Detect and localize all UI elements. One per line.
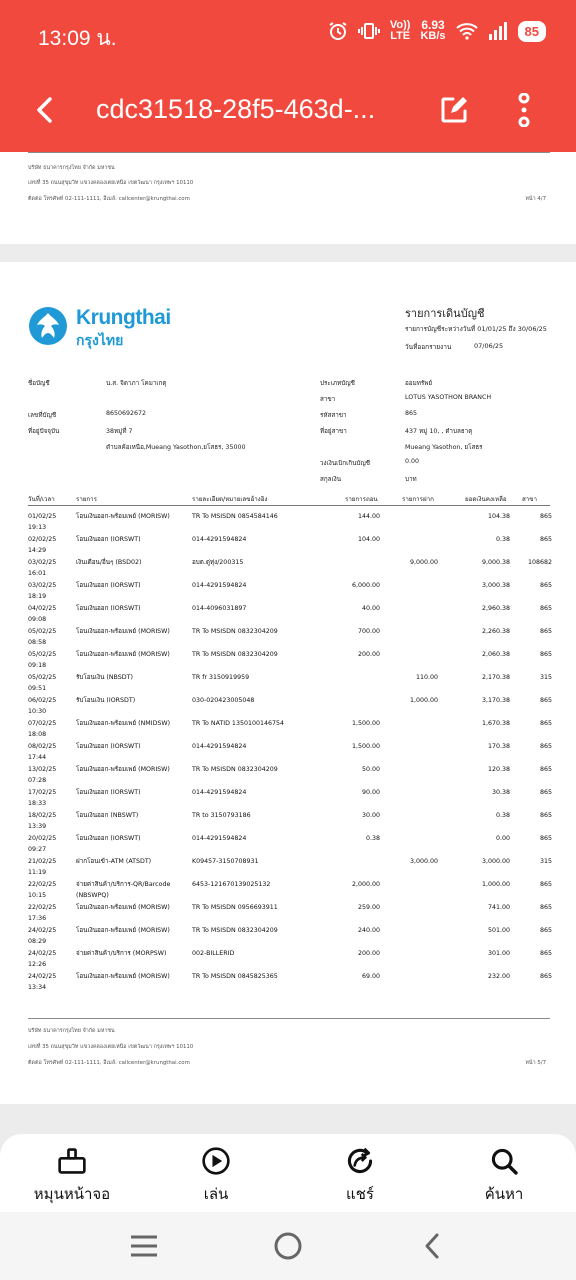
signal-icon <box>488 22 508 40</box>
cell-reference: 030-020423005048 <box>192 697 255 704</box>
cell-description: โอนเงินออก (IORSWT) <box>76 605 141 612</box>
cell-withdraw: 700.00 <box>357 628 380 635</box>
cell-branch: 108682 <box>527 559 552 566</box>
statement-period: รายการบัญชีระหว่างวันที่ 01/01/25 ถึง 30/06/25 <box>405 325 547 333</box>
cell-time: 10:15 <box>28 892 47 899</box>
cell-branch: 865 <box>539 628 552 635</box>
pdf-viewer[interactable] <box>0 152 576 1127</box>
cell-branch: 865 <box>539 881 552 888</box>
cell-date: 07/02/25 <box>28 720 57 727</box>
address-line1: 38หมู่ที่ 7 <box>106 428 133 435</box>
cell-reference: TR To MSISDN 0854584146 <box>192 513 278 520</box>
cell-date: 18/02/25 <box>28 812 57 819</box>
cell-balance: 0.38 <box>495 536 510 543</box>
net-speed-indicator: 6.93 KB/s <box>420 18 446 42</box>
branch-address1: 437 หมู่ 10, , ตำบลธาตุ <box>405 428 473 435</box>
cell-description: โอนเงินออก (IORSWT) <box>76 536 141 543</box>
cell-description: โอนเงินออก-พร้อมเพย์ (MORISW) <box>76 766 170 773</box>
footer-divider <box>28 152 550 153</box>
table-row <box>0 949 576 972</box>
cell-withdraw: 0.38 <box>365 835 380 842</box>
cell-time: 12:26 <box>28 961 47 968</box>
status-icons <box>328 20 546 42</box>
cell-branch: 865 <box>539 766 552 773</box>
column-header-reference: รายละเอียด/หมายเลขอ้างอิง <box>192 496 268 503</box>
cell-reference: TR To MSISDN 0956693911 <box>192 904 278 911</box>
cell-balance: 9,000.38 <box>481 559 510 566</box>
recent-apps-button[interactable] <box>124 1228 164 1264</box>
cell-reference: 002-BILLERID <box>192 950 235 957</box>
arrow-back-icon <box>34 96 58 124</box>
cell-date: 03/02/25 <box>28 582 57 589</box>
footer-address: เลขที่ 35 ถนนสุขุมวิท แขวงคลองเตยเหนือ เขตวัฒนา กรุงเทพฯ 10110 <box>28 1044 194 1050</box>
footer-divider <box>28 1018 550 1019</box>
table-row <box>0 788 576 811</box>
cell-time: 09:51 <box>28 685 47 692</box>
cell-date: 08/02/25 <box>28 743 57 750</box>
cell-time: 09:27 <box>28 846 47 853</box>
overdraft-amount: 0.00 <box>405 458 420 465</box>
cell-balance: 30.38 <box>491 789 510 796</box>
cell-date: 13/02/25 <box>28 766 57 773</box>
cell-withdraw: 259.00 <box>357 904 380 911</box>
cell-branch: 865 <box>539 743 552 750</box>
footer-company: บริษัท ธนาคารกรุงไทย จำกัด มหาชน <box>28 165 115 171</box>
cell-reference: 014-4291594824 <box>192 743 247 750</box>
cell-date: 24/02/25 <box>28 950 57 957</box>
cell-date: 20/02/25 <box>28 835 57 842</box>
cell-time: 16:01 <box>28 570 47 577</box>
cell-description: โอนเงินออก-พร้อมเพย์ (MORISW) <box>76 651 170 658</box>
cell-withdraw: 90.00 <box>361 789 380 796</box>
home-button[interactable] <box>268 1228 308 1264</box>
cell-deposit: 3,000.00 <box>409 858 438 865</box>
system-back-button[interactable] <box>412 1228 452 1264</box>
cell-description: จ่ายค่าสินค้า/บริการ (MORPSW) <box>76 950 167 957</box>
play-circle-icon <box>199 1146 233 1176</box>
footer-address: เลขที่ 35 ถนนสุขุมวิท แขวงคลองเตยเหนือ เขตวัฒนา กรุงเทพฯ 10110 <box>28 180 194 186</box>
address-line2: ตำบลค้อเหนือ,Mueang Yasothon,ยโสธร, 35000 <box>106 444 246 451</box>
cell-time: 09:08 <box>28 616 47 623</box>
cell-branch: 865 <box>539 605 552 612</box>
table-row <box>0 696 576 719</box>
statement-title: รายการเดินบัญชี <box>405 307 485 320</box>
search-button[interactable] <box>444 1146 564 1206</box>
cell-description-line2: (NBSWPQ) <box>76 892 109 899</box>
cell-date: 01/02/25 <box>28 513 57 520</box>
cell-reference: TR To MSISDN 0832304209 <box>192 651 278 658</box>
table-row <box>0 558 576 581</box>
volte-indicator: Vo)) LTE <box>389 19 411 42</box>
currency: บาท <box>405 476 417 483</box>
cell-time: 18:19 <box>28 593 47 600</box>
cell-date: 17/02/25 <box>28 789 57 796</box>
account-no-label: เลขที่บัญชี <box>28 412 57 419</box>
cell-description: จ่ายค่าสินค้า/บริการ-QR/Barcode <box>76 881 171 888</box>
cell-branch: 315 <box>539 674 552 681</box>
cell-date: 24/02/25 <box>28 973 57 980</box>
wifi-icon <box>456 22 478 40</box>
cell-balance: 301.00 <box>487 950 510 957</box>
cell-reference: 6453-121670139025132 <box>192 881 271 888</box>
cell-reference: K09457-3150708931 <box>192 858 259 865</box>
cell-date: 05/02/25 <box>28 674 57 681</box>
cell-time: 08:29 <box>28 938 47 945</box>
cell-time: 17:44 <box>28 754 47 761</box>
cell-withdraw: 240.00 <box>357 927 380 934</box>
cell-description: รับโอนเงิน (IORSDT) <box>76 697 136 704</box>
share-label: แชร์ <box>346 1185 374 1203</box>
edit-button[interactable] <box>434 90 474 130</box>
search-label: ค้นหา <box>484 1185 524 1203</box>
cell-description: โอนเงินออก-พร้อมเพย์ (MORISW) <box>76 927 170 934</box>
cell-date: 22/02/25 <box>28 904 57 911</box>
cell-balance: 3,170.38 <box>481 697 510 704</box>
cell-time: 18:33 <box>28 800 47 807</box>
cell-balance: 0.38 <box>495 812 510 819</box>
cell-time: 17:36 <box>28 915 47 922</box>
status-time: 13:09 น. <box>38 27 117 50</box>
cell-reference: 014-4096031897 <box>192 605 247 612</box>
branch-address2: Mueang Yasothon, ยโสธร <box>405 444 483 451</box>
cell-branch: 315 <box>539 858 552 865</box>
cell-time: 14:29 <box>28 547 47 554</box>
pdf-page-previous <box>0 152 576 244</box>
footer-contact: ติดต่อ โทรศัพท์ 02-111-1111, อีเมล์: callcenter@krungthai.com <box>28 1060 190 1066</box>
rotate-screen-icon <box>55 1146 89 1176</box>
table-row <box>0 903 576 926</box>
cell-reference: TR To MSISDN 0845825365 <box>192 973 278 980</box>
app-bar <box>0 68 576 152</box>
cell-time: 19:13 <box>28 524 47 531</box>
table-row <box>0 834 576 857</box>
cell-description: โอนเงินออก (NBSWT) <box>76 812 139 819</box>
cell-withdraw: 104.00 <box>357 536 380 543</box>
column-header-item: รายการ <box>76 496 97 503</box>
cell-withdraw: 40.00 <box>361 605 380 612</box>
printed-date: 07/06/25 <box>474 342 504 350</box>
cell-branch: 865 <box>539 812 552 819</box>
cell-reference: TR fr 3150919959 <box>192 674 250 681</box>
cell-branch: 865 <box>539 927 552 934</box>
bottom-action-bar <box>0 1134 576 1212</box>
status-bar <box>0 0 576 68</box>
cell-date: 06/02/25 <box>28 697 57 704</box>
cell-date: 21/02/25 <box>28 858 57 865</box>
cell-deposit: 110.00 <box>415 674 438 681</box>
currency-label: สกุลเงิน <box>320 476 342 483</box>
krungthai-logo-icon <box>28 306 68 346</box>
cell-withdraw: 69.00 <box>361 973 380 980</box>
cell-reference: TR To MSISDN 0832304209 <box>192 766 278 773</box>
cell-description: รับโอนเงิน (NBSDT) <box>76 674 133 681</box>
rotate-screen-button[interactable] <box>12 1146 132 1206</box>
cell-date: 04/02/25 <box>28 605 57 612</box>
system-navigation-bar <box>0 1212 576 1280</box>
printed-date-label: วันที่ออกรายงาน <box>405 343 452 351</box>
cell-balance: 1,000.00 <box>481 881 510 888</box>
home-circle-icon <box>273 1231 303 1261</box>
cell-description: โอนเงินออก-พร้อมเพย์ (NMIDSW) <box>76 720 171 727</box>
transactions-table-header <box>28 488 550 506</box>
cell-withdraw: 144.00 <box>357 513 380 520</box>
cell-description: โอนเงินออก-พร้อมเพย์ (MORISW) <box>76 628 170 635</box>
play-button[interactable] <box>156 1146 276 1206</box>
cell-withdraw: 1,500.00 <box>351 720 380 727</box>
cell-reference: 014-4291594824 <box>192 536 247 543</box>
table-row <box>0 811 576 834</box>
menu-lines-icon <box>129 1234 159 1258</box>
cell-date: 24/02/25 <box>28 927 57 934</box>
table-row <box>0 719 576 742</box>
cell-description: โอนเงินออก (IORSWT) <box>76 789 141 796</box>
cell-branch: 865 <box>539 789 552 796</box>
table-row <box>0 581 576 604</box>
cell-balance: 2,170.38 <box>481 674 510 681</box>
column-header-withdraw: รายการถอน <box>345 496 378 503</box>
cell-description: โอนเงินออก-พร้อมเพย์ (MORISW) <box>76 973 170 980</box>
cell-branch: 865 <box>539 536 552 543</box>
battery-indicator: 85 <box>518 21 546 42</box>
brand-name-th: กรุงไทย <box>76 333 124 349</box>
cell-time: 13:39 <box>28 823 47 830</box>
footer-page-number: หน้า 5/7 <box>525 1060 546 1066</box>
cell-branch: 865 <box>539 513 552 520</box>
cell-withdraw: 50.00 <box>361 766 380 773</box>
column-header-balance: ยอดเงินคงเหลือ <box>465 496 507 503</box>
cell-withdraw: 6,000.00 <box>351 582 380 589</box>
alarm-icon <box>328 21 348 41</box>
address-label: ที่อยู่ปัจจุบัน <box>28 428 60 435</box>
cell-branch: 865 <box>539 835 552 842</box>
cell-time: 08:58 <box>28 639 47 646</box>
account-no: 8650692672 <box>106 410 147 417</box>
edit-icon <box>439 95 469 125</box>
footer-contact: ติดต่อ โทรศัพท์ 02-111-1111, อีเมล์: callcenter@krungthai.com <box>28 196 190 202</box>
cell-description: ฝากโอนเข้า-ATM (ATSDT) <box>76 858 152 865</box>
chevron-left-icon <box>422 1232 442 1260</box>
branch-address-label: ที่อยู่สาขา <box>320 428 347 435</box>
cell-reference: TR To MSISDN 0832304209 <box>192 927 278 934</box>
more-vertical-icon <box>516 93 532 127</box>
account-type-label: ประเภทบัญชี <box>320 380 355 387</box>
table-row <box>0 673 576 696</box>
cell-balance: 501.00 <box>487 927 510 934</box>
cell-balance: 3,000.38 <box>481 582 510 589</box>
table-row <box>0 765 576 788</box>
cell-balance: 3,000.00 <box>481 858 510 865</box>
cell-date: 02/02/25 <box>28 536 57 543</box>
cell-description: โอนเงินออก (IORSWT) <box>76 582 141 589</box>
column-header-date: วันที่/เวลา <box>28 496 55 503</box>
cell-branch: 865 <box>539 697 552 704</box>
cell-reference: 014-4291594824 <box>192 835 247 842</box>
cell-reference: TR to 3150793186 <box>192 812 251 819</box>
table-row <box>0 650 576 673</box>
cell-date: 05/02/25 <box>28 628 57 635</box>
brand-name-en: Krungthai <box>76 306 171 329</box>
share-button[interactable] <box>300 1146 420 1206</box>
overdraft-label: วงเงินเบิกเกินบัญชี <box>320 460 371 467</box>
cell-withdraw: 200.00 <box>357 950 380 957</box>
cell-time: 18:08 <box>28 731 47 738</box>
cell-date: 05/02/25 <box>28 651 57 658</box>
document-title: cdc31518-28f5-463d-... <box>96 94 376 124</box>
rotate-screen-label: หมุนหน้าจอ <box>33 1185 111 1203</box>
cell-reference: TR To MSISDN 0832304209 <box>192 628 278 635</box>
cell-balance: 170.38 <box>487 743 510 750</box>
table-row <box>0 857 576 880</box>
cell-time: 10:30 <box>28 708 47 715</box>
cell-reference: 014-4291594824 <box>192 582 247 589</box>
cell-time: 09:18 <box>28 662 47 669</box>
share-icon <box>343 1146 377 1176</box>
branch-name: LOTUS YASOTHON BRANCH <box>405 394 492 401</box>
footer-company: บริษัท ธนาคารกรุงไทย จำกัด มหาชน <box>28 1028 115 1034</box>
column-header-deposit: รายการฝาก <box>402 496 434 503</box>
pdf-page-current <box>0 262 576 1104</box>
cell-withdraw: 2,000.00 <box>351 881 380 888</box>
cell-deposit: 9,000.00 <box>409 559 438 566</box>
column-header-branch: สาขา <box>522 496 537 503</box>
cell-time: 13:34 <box>28 984 47 991</box>
cell-time: 11:19 <box>28 869 47 876</box>
table-row <box>0 604 576 627</box>
vibrate-icon <box>358 21 380 41</box>
search-icon <box>487 1146 521 1176</box>
table-row <box>0 926 576 949</box>
play-label: เล่น <box>203 1185 229 1203</box>
cell-balance: 120.38 <box>487 766 510 773</box>
cell-balance: 2,060.38 <box>481 651 510 658</box>
cell-time: 07:28 <box>28 777 47 784</box>
account-type: ออมทรัพย์ <box>405 380 433 387</box>
cell-withdraw: 200.00 <box>357 651 380 658</box>
account-name: น.ส. จิดาภา โคมาเกตุ <box>106 380 167 387</box>
table-row <box>0 972 576 995</box>
cell-branch: 865 <box>539 904 552 911</box>
cell-balance: 2,960.38 <box>481 605 510 612</box>
cell-date: 22/02/25 <box>28 881 57 888</box>
cell-branch: 865 <box>539 651 552 658</box>
cell-balance: 1,670.38 <box>481 720 510 727</box>
cell-balance: 741.00 <box>487 904 510 911</box>
cell-branch: 865 <box>539 720 552 727</box>
cell-description: เงินเดือน/อื่นๆ (BSD02) <box>76 559 142 566</box>
table-row <box>0 627 576 650</box>
cell-branch: 865 <box>539 582 552 589</box>
footer-page-number: หน้า 4/7 <box>525 196 546 202</box>
branch-code: 865 <box>405 410 418 417</box>
cell-description: โอนเงินออก-พร้อมเพย์ (MORISW) <box>76 904 170 911</box>
cell-deposit: 1,000.00 <box>409 697 438 704</box>
branch-code-label: รหัสสาขา <box>320 412 347 419</box>
cell-balance: 0.00 <box>495 835 510 842</box>
cell-balance: 104.38 <box>487 513 510 520</box>
table-row <box>0 742 576 765</box>
account-name-label: ชื่อบัญชี <box>28 380 50 387</box>
branch-label: สาขา <box>320 396 336 403</box>
cell-description: โอนเงินออก (IORSWT) <box>76 835 141 842</box>
cell-withdraw: 1,500.00 <box>351 743 380 750</box>
cell-reference: อบต.ดู่ทุ่ง/200315 <box>192 559 244 566</box>
cell-reference: 014-4291594824 <box>192 789 247 796</box>
cell-withdraw: 30.00 <box>361 812 380 819</box>
cell-balance: 232.00 <box>487 973 510 980</box>
more-options-button[interactable] <box>506 90 542 130</box>
back-button[interactable] <box>24 88 68 132</box>
cell-balance: 2,260.38 <box>481 628 510 635</box>
table-row <box>0 880 576 903</box>
cell-description: โอนเงินออก (IORSWT) <box>76 743 141 750</box>
table-row <box>0 535 576 558</box>
cell-branch: 865 <box>539 973 552 980</box>
cell-description: โอนเงินออก-พร้อมเพย์ (MORISW) <box>76 513 170 520</box>
cell-reference: TR To NATID 1350100146754 <box>192 720 285 727</box>
table-row <box>0 512 576 535</box>
cell-date: 03/02/25 <box>28 559 57 566</box>
cell-branch: 865 <box>539 950 552 957</box>
